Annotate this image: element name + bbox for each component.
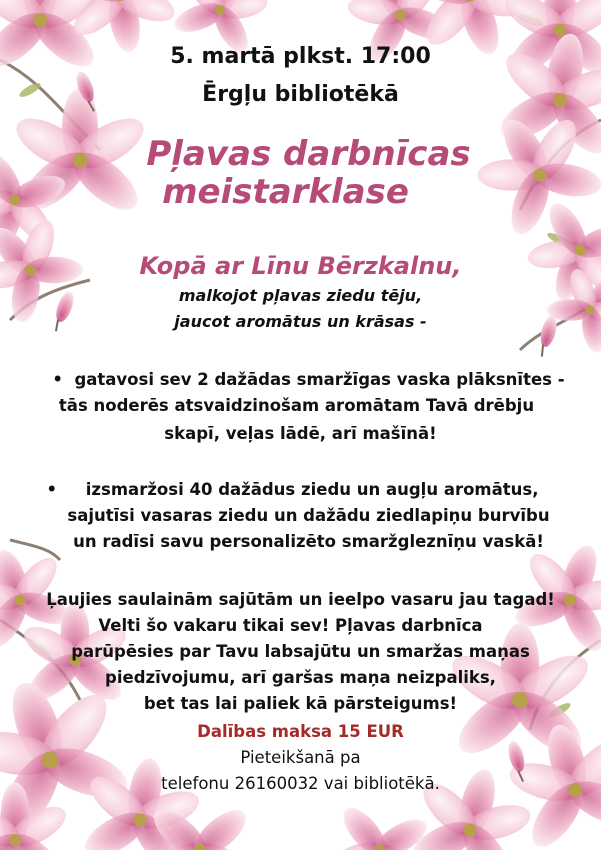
participation-fee: Dalības maksa 15 EUR [197,722,404,741]
bullet-2-line-1 [0,480,593,499]
closing-line-4: piedzīvojumu, arī garšas maņa neizpaliks, [105,668,496,687]
bullet-1-line-1 [8,370,601,389]
bullet-1-line-3: skapī, veļas lādē, arī mašīnā! [164,424,437,443]
registration-line-2: telefonu 26160032 vai bibliotēkā. [161,774,440,793]
closing-line-5: bet tas lai paliek kā pārsteigums! [143,694,458,713]
registration-line-1: Pieteikšanā pa [240,748,361,767]
closing-line-2: Velti šo vakaru tikai sev! Pļavas darbnīca [98,616,483,635]
bullet-2-line-2: sajutīsi vasaras ziedu un dažādu ziedlapiņu burvību [67,506,550,525]
bullet-2-line-3: un radīsi savu personalizēto smaržgleznīņu vaskā! [73,532,544,551]
bullet-marker: • [52,370,63,389]
closing-line-1: Ļaujies saulainām sajūtām un ieelpo vasaru jau tagad! [46,590,555,609]
host-line: Kopā ar Līnu Bērzkalnu, [139,252,462,280]
closing-line-3: parūpēsies par Tavu labsajūtu un smaržas maņas [71,642,530,661]
bullet-1-text-1: gatavosi sev 2 dažādas smaržīgas vaska plāksnītes - [74,370,565,389]
event-title-line2: meistarklase [162,172,409,212]
intro-line-2: jaucot aromātus un krāsas - [174,312,427,331]
bullet-1-line-2: tās noderēs atsvaidzinošam aromātam Tavā drēbju [58,396,535,415]
event-location: Ērgļu bibliotēkā [202,82,399,107]
intro-line-1: malkojot pļavas ziedu tēju, [178,286,423,305]
bullet-2-text-1: izsmaržosi 40 dažādus ziedu un augļu aromātus, [85,480,539,499]
event-title-line1: Pļavas darbnīcas [146,134,471,174]
event-date-time: 5. martā plkst. 17:00 [170,44,431,69]
bullet-marker: • [46,480,58,499]
